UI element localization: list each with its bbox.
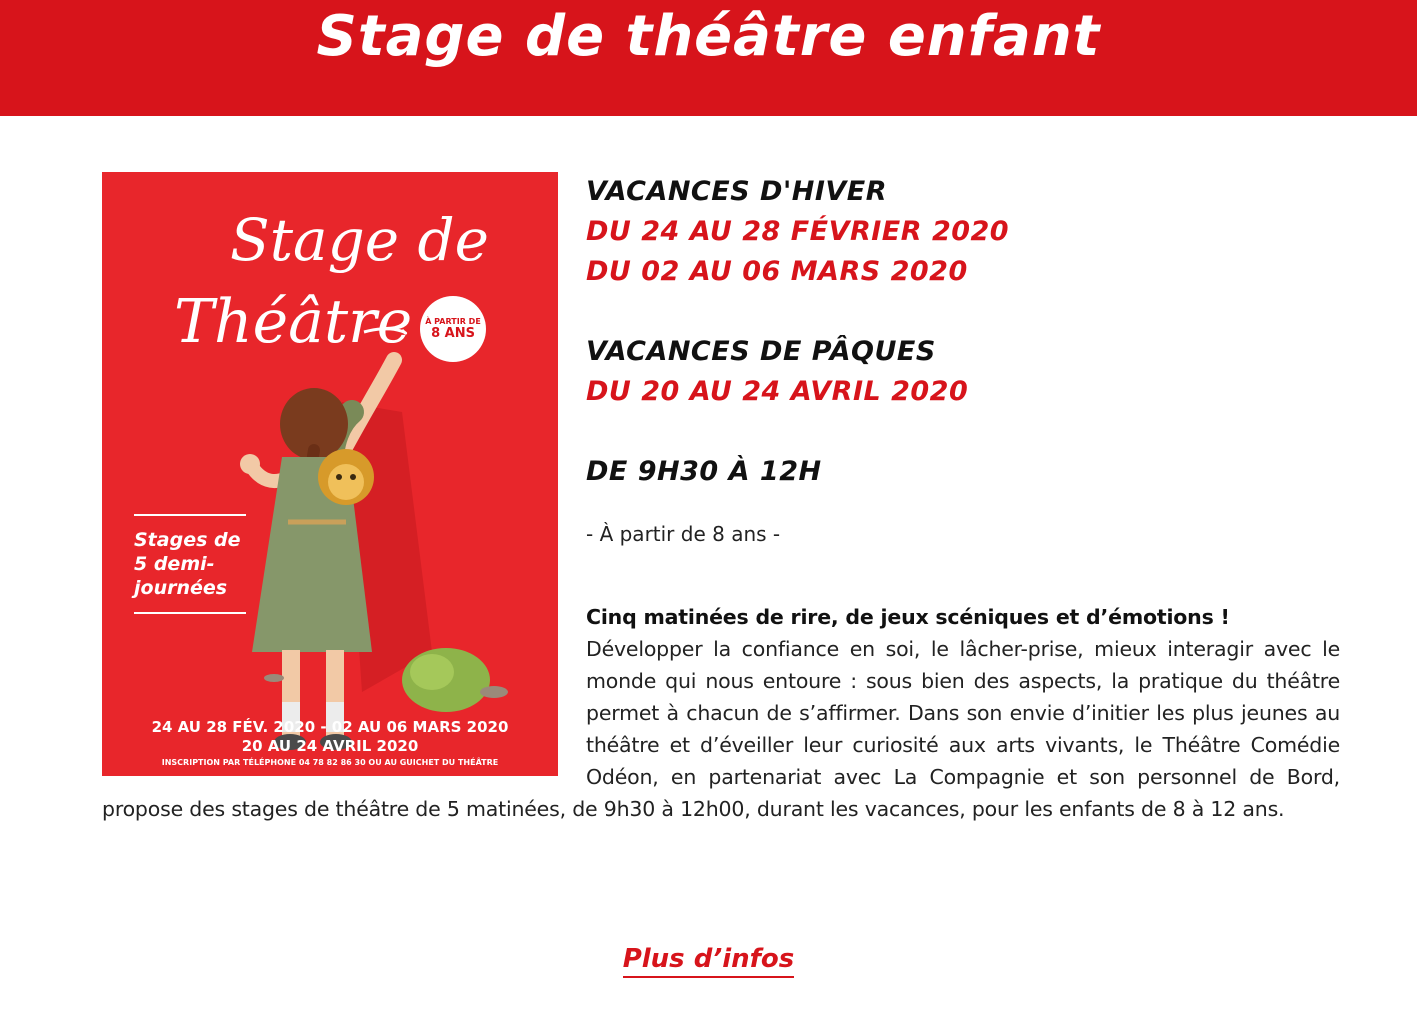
poster-script-line1: Stage de [230, 206, 489, 274]
winter-dates-2: DU 02 AU 06 MARS 2020 [586, 256, 968, 287]
winter-title: VACANCES D'HIVER [586, 176, 887, 207]
poster-inscription: INSCRIPTION PAR TÉLÉPHONE 04 78 82 86 30 OU AU GUICHET DU THÉÂTRE [161, 758, 499, 767]
age-badge-small: À PARTIR DE [425, 317, 481, 326]
poster-divider-top [134, 514, 246, 516]
more-info-link[interactable]: Plus d’infos [623, 944, 795, 978]
main-content [102, 172, 1340, 825]
poster-image [102, 172, 558, 776]
easter-title: VACANCES DE PÂQUES [586, 336, 936, 367]
poster-illustration [102, 172, 558, 776]
poster-script-line2: Théâtre [174, 287, 413, 357]
header-banner [0, 0, 1417, 116]
more-info [0, 944, 1417, 974]
hours: DE 9H30 À 12H [586, 456, 822, 487]
description-lead: Cinq matinées de rire, de jeux scéniques et d’émotions ! [586, 605, 1230, 629]
description-body: Développer la confiance en soi, le lâcher-prise, mieux interagir avec le monde qui nous entoure : sous bien des aspects, la pratique du théâtre permet à chacun de s’affirmer. Dans son envie d’initier les plus jeunes au théâtre et d’éveiller leur curiosité aux arts vivants, le Théâtre Comédie Odéon, en partenariat avec La Compagnie et son personnel de Bord, propose des stages de théâtre de 5 matinées, de 9h30 à 12h00, durant les vacances, pour les enfants de 8 à 12 ans. [102, 637, 1340, 821]
age-note: - À partir de 8 ans - [586, 522, 781, 546]
poster-stages-text: Stages de 5 demi-journées [134, 529, 241, 599]
age-badge [420, 296, 486, 362]
easter-dates-1: DU 20 AU 24 AVRIL 2020 [586, 376, 969, 407]
page-title: Stage de théâtre enfant [316, 3, 1101, 69]
winter-dates-1: DU 24 AU 28 FÉVRIER 2020 [586, 216, 1010, 247]
age-badge-big: 8 ANS [431, 326, 475, 341]
poster-divider-bottom [134, 612, 246, 614]
poster-dates-line2: 20 AU 24 AVRIL 2020 [241, 737, 419, 755]
poster-dates-line1: 24 AU 28 FÉV. 2020 - 02 AU 06 MARS 2020 [151, 718, 509, 736]
